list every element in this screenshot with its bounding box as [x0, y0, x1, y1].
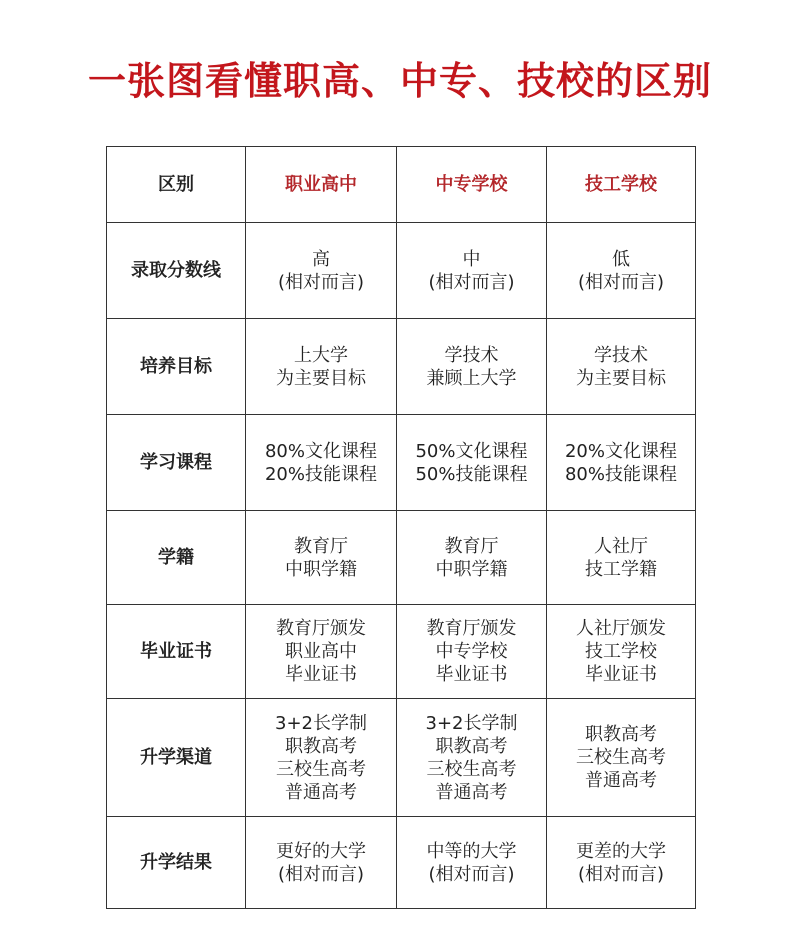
table-row: [107, 605, 696, 699]
table-row: [107, 699, 696, 817]
row-label: 培养目标: [107, 319, 246, 415]
table-row: [107, 511, 696, 605]
page-title: 一张图看懂职高、中专、技校的区别: [87, 59, 712, 103]
header-cell-technical-school: 技工学校: [547, 147, 696, 223]
table-cell: 更差的大学 (相对而言): [547, 817, 696, 909]
table-cell: 教育厅颁发 职业高中 毕业证书: [246, 605, 397, 699]
table-cell: 职教高考 三校生高考 普通高考: [547, 699, 696, 817]
table-cell: 3+2长学制 职教高考 三校生高考 普通高考: [397, 699, 547, 817]
comparison-table: [106, 146, 696, 909]
table-cell: 人社厅 技工学籍: [547, 511, 696, 605]
row-label: 学习课程: [107, 415, 246, 511]
table-cell: 教育厅 中职学籍: [246, 511, 397, 605]
table-cell: 3+2长学制 职教高考 三校生高考 普通高考: [246, 699, 397, 817]
table-cell: 教育厅 中职学籍: [397, 511, 547, 605]
table-cell: 学技术 兼顾上大学: [397, 319, 547, 415]
table-cell: 50%文化课程 50%技能课程: [397, 415, 547, 511]
row-label: 学籍: [107, 511, 246, 605]
table-row: [107, 223, 696, 319]
table-cell: 人社厅颁发 技工学校 毕业证书: [547, 605, 696, 699]
table-cell: 更好的大学 (相对而言): [246, 817, 397, 909]
table-row: [107, 817, 696, 909]
header-cell-distinction: 区别: [107, 147, 246, 223]
header-cell-secondary-specialized: 中专学校: [397, 147, 547, 223]
row-label: 录取分数线: [107, 223, 246, 319]
table-cell: 上大学 为主要目标: [246, 319, 397, 415]
table-cell: 中 (相对而言): [397, 223, 547, 319]
table-row: [107, 319, 696, 415]
row-label: 升学结果: [107, 817, 246, 909]
table-cell: 教育厅颁发 中专学校 毕业证书: [397, 605, 547, 699]
table-cell: 低 (相对而言): [547, 223, 696, 319]
row-label: 毕业证书: [107, 605, 246, 699]
row-label: 升学渠道: [107, 699, 246, 817]
table-row: [107, 415, 696, 511]
table-cell: 高 (相对而言): [246, 223, 397, 319]
table-header-row: [107, 147, 696, 223]
table-cell: 学技术 为主要目标: [547, 319, 696, 415]
table-cell: 中等的大学 (相对而言): [397, 817, 547, 909]
header-cell-vocational-high: 职业高中: [246, 147, 397, 223]
table-cell: 20%文化课程 80%技能课程: [547, 415, 696, 511]
table-cell: 80%文化课程 20%技能课程: [246, 415, 397, 511]
